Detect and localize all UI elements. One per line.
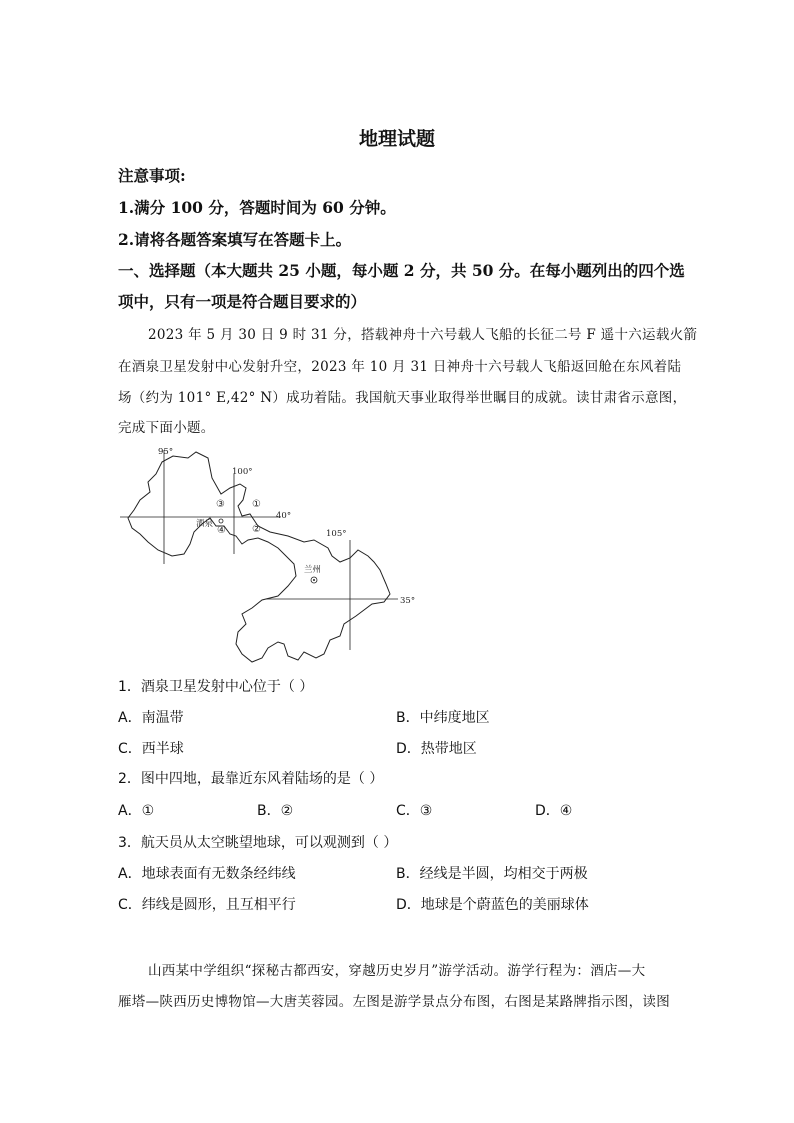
- point-4-label: ④: [217, 525, 226, 536]
- option-d: D．④: [535, 803, 573, 819]
- question-stem: 3．航天员从太空眺望地球，可以观测到（ ）: [118, 835, 398, 851]
- option-b: B．经线是半圆，均相交于两极: [396, 866, 588, 882]
- gansu-map: [118, 444, 423, 664]
- option-c: C．③: [396, 803, 433, 819]
- point-2-label: ②: [252, 524, 261, 535]
- option-b: B．②: [257, 803, 294, 819]
- lanzhou-marker-dot: [313, 579, 315, 581]
- option-d: D．地球是个蔚蓝色的美丽球体: [396, 897, 589, 913]
- passage-line: 雁塔—陕西历史博物馆—大唐芙蓉园。左图是游学景点分布图，右图是某路牌指示图，读图: [118, 994, 670, 1010]
- passage-line: 山西某中学组织“探秘古都西安，穿越历史岁月”游学活动。游学行程为：酒店—大: [148, 963, 646, 979]
- question-stem: 1．酒泉卫星发射中心位于（ ）: [118, 679, 314, 695]
- lanzhou-label: 兰州: [304, 565, 322, 575]
- section-heading-line: 一、选择题（本大题共 25 小题，每小题 2 分，共 50 分。在每小题列出的四个选: [118, 261, 685, 280]
- option-a: A．南温带: [118, 710, 184, 726]
- option-a: A．地球表面有无数条经纬线: [118, 866, 296, 882]
- lat-40-label: 40°: [276, 511, 292, 521]
- point-3-label: ③: [216, 499, 225, 510]
- jiuquan-label: 酒泉: [196, 519, 214, 529]
- passage-line: 场（约为 101° E,42° N）成功着陆。我国航天事业取得举世瞩目的成就。读甘肃省示意图，: [118, 390, 687, 406]
- option-d: D．热带地区: [396, 741, 477, 757]
- note-item: 1.满分 100 分，答题时间为 60 分钟。: [118, 198, 396, 217]
- option-c: C．西半球: [118, 741, 184, 757]
- page-title: 地理试题: [358, 128, 435, 150]
- option-b: B．中纬度地区: [396, 710, 490, 726]
- lon-100-label: 100°: [232, 467, 253, 477]
- gansu-outline: [128, 452, 390, 662]
- notes-heading: 注意事项:: [118, 166, 186, 185]
- option-c: C．纬线是圆形，且互相平行: [118, 897, 296, 913]
- lon-105-label: 105°: [326, 529, 347, 539]
- jiuquan-marker: [219, 519, 223, 523]
- passage-line: 在酒泉卫星发射中心发射升空，2023 年 10 月 31 日神舟十六号载人飞船返回舱在东风着陆: [118, 359, 682, 375]
- passage-line: 完成下面小题。: [118, 420, 215, 436]
- note-item: 2.请将各题答案填写在答题卡上。: [118, 230, 352, 249]
- option-a: A．①: [118, 803, 155, 819]
- passage-line: 2023 年 5 月 30 日 9 时 31 分，搭载神舟十六号载人飞船的长征二号 F 遥十六运载火箭: [148, 327, 698, 343]
- section-heading-line: 项中，只有一项是符合题目要求的）: [118, 292, 367, 311]
- point-1-label: ①: [252, 499, 261, 510]
- lon-95-label: 95°: [158, 447, 174, 457]
- question-stem: 2．图中四地，最靠近东风着陆场的是（ ）: [118, 771, 384, 787]
- lat-35-label: 35°: [400, 596, 416, 606]
